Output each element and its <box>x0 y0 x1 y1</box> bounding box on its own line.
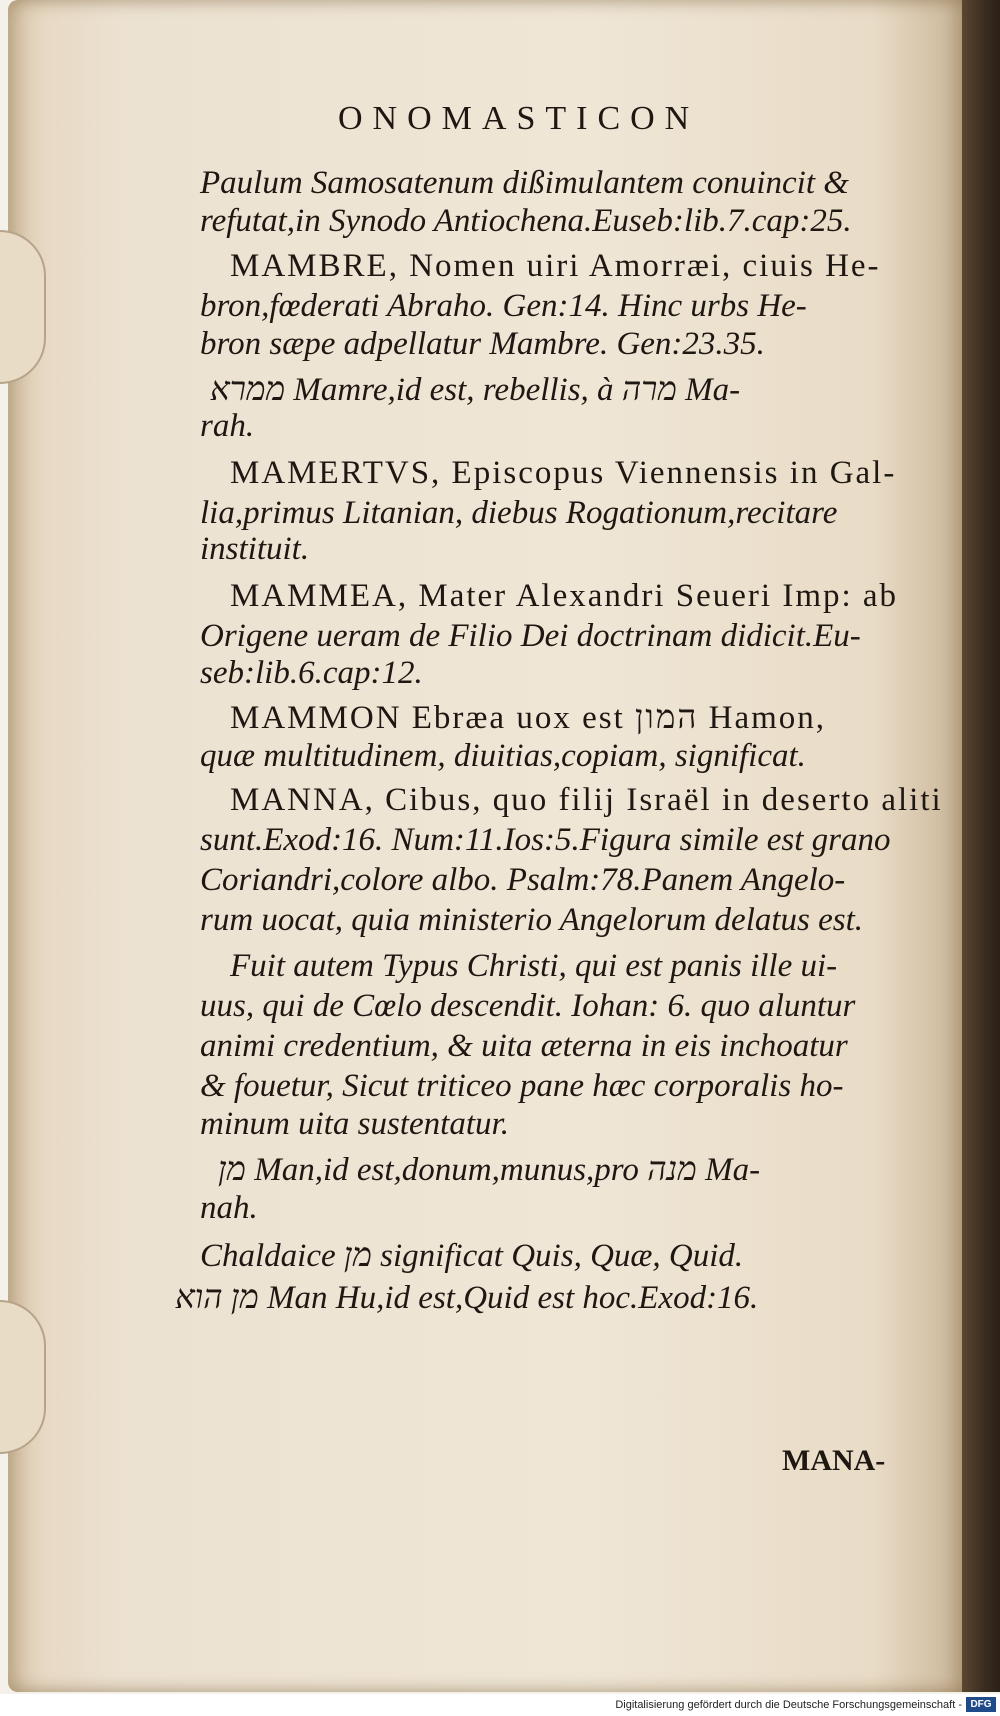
text-line: animi credentium, & uita æterna in eis inchoatur <box>200 1028 848 1064</box>
text-line: Chaldaice מן significat Quis, Quæ, Quid. <box>200 1238 744 1274</box>
text-line: lia,primus Litanian, diebus Rogationum,recitare <box>200 495 838 531</box>
text-line: MAMMEA, Mater Alexandri Seueri Imp: ab <box>230 578 899 614</box>
text-line: uus, qui de Cœlo descendit. Iohan: 6. quo aluntur <box>200 988 856 1024</box>
text-line: rum uocat, quia ministerio Angelorum delatus est. <box>200 902 864 938</box>
text-line: sunt.Exod:16. Num:11.Ios:5.Figura simile est grano <box>200 822 891 858</box>
catchword: MANA- <box>782 1444 886 1477</box>
text-line: MAMERTVS, Episcopus Viennensis in Gal- <box>230 455 897 491</box>
text-line: & fouetur, Sicut triticeo pane hæc corporalis ho- <box>200 1068 844 1104</box>
footer-bar <box>0 1694 1000 1716</box>
text-line: Origene ueram de Filio Dei doctrinam didicit.Eu- <box>200 618 861 654</box>
text-line: MAMBRE, Nomen uiri Amorræi, ciuis He- <box>230 248 881 284</box>
text-line: מן Man,id est,donum,munus,pro מנה Ma- <box>218 1152 761 1188</box>
text-line: quæ multitudinem, diuitias,copiam, significat. <box>200 738 806 774</box>
text-line: Coriandri,colore albo. Psalm:78.Panem Angelo- <box>200 862 846 898</box>
text-line: MAMMON Ebræa uox est המון Hamon, <box>230 700 827 736</box>
running-head: ONOMASTICON <box>338 100 700 137</box>
binding-tab-bottom <box>0 1300 46 1454</box>
text-line: rah. <box>200 408 255 444</box>
text-line: מן הוא Man Hu,id est,Quid est hoc.Exod:16. <box>175 1280 759 1316</box>
text-line: MANNA, Cibus, quo filij Israël in deserto aliti <box>230 782 943 818</box>
text-line: minum uita sustentatur. <box>200 1106 509 1142</box>
footer-credit: Digitalisierung gefördert durch die Deutsche Forschungsgemeinschaft - <box>615 1699 962 1711</box>
text-line: bron sæpe adpellatur Mambre. Gen:23.35. <box>200 326 765 362</box>
text-line: nah. <box>200 1190 258 1226</box>
text-line: Fuit autem Typus Christi, qui est panis ille ui- <box>230 948 838 984</box>
text-line: refutat,in Synodo Antiochena.Euseb:lib.7.cap:25. <box>200 203 852 239</box>
text-line: instituit. <box>200 531 310 567</box>
binding-tab-top <box>0 230 46 384</box>
dfg-logo: DFG <box>966 1697 996 1712</box>
text-line: Paulum Samosatenum dißimulantem conuincit & <box>200 165 849 201</box>
text-line: seb:lib.6.cap:12. <box>200 655 423 691</box>
text-line: bron,fœderati Abraho. Gen:14. Hinc urbs He- <box>200 288 807 324</box>
page-edge <box>962 0 1000 1692</box>
text-line: ממרא Mamre,id est, rebellis, à מרה Ma- <box>210 372 741 408</box>
